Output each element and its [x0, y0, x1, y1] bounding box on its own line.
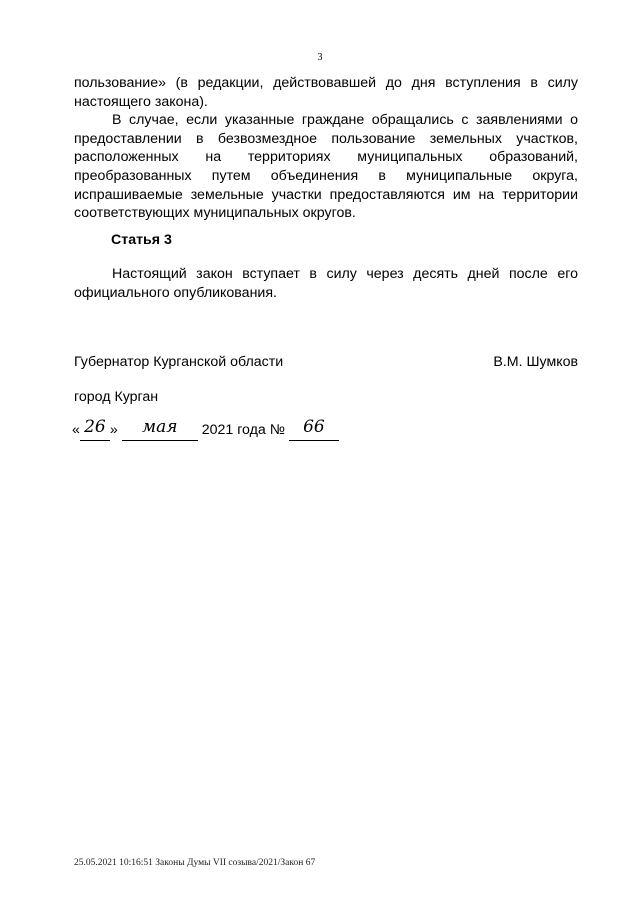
- paragraph-entry-into-force: Настоящий закон вступает в силу через десять дней после его официального опубликования.: [74, 266, 578, 301]
- number-blank: [289, 417, 339, 441]
- article-3-text-block: [74, 265, 578, 302]
- continued-text-block: [74, 74, 578, 223]
- date-line: [72, 417, 339, 441]
- day-blank: [80, 417, 110, 441]
- paragraph-land-plots: В случае, если указанные граждане обращались с заявлениями о предоставлении в безвозмездное пользование земельных участков, расположенных на территориях муниципальных образований, преобразованных путем объединения в муниципальные округа, испрашиваемые земельные участки предоставляются им на территории соответствующих муниципальных округов.: [74, 112, 578, 222]
- month-blank: [122, 417, 198, 441]
- handwritten-number: 66: [303, 417, 325, 437]
- page-number: 3: [317, 52, 323, 63]
- article-heading: Статья 3: [111, 232, 172, 248]
- signatory-name: В.М. Шумков: [493, 354, 578, 370]
- handwritten-day: 26: [84, 417, 106, 437]
- signature-row: [74, 353, 578, 371]
- close-quote: »: [109, 422, 118, 438]
- open-quote: «: [72, 422, 80, 438]
- year-text: 2021 года №: [201, 422, 285, 438]
- paragraph-continuation: пользование» (в редакции, действовавшей до дня вступления в силу настоящего закона).: [74, 75, 578, 110]
- footer-registration-stamp: 25.05.2021 10:16:51 Законы Думы VII созыва/2021/Закон 67: [74, 858, 316, 868]
- city-line: город Курган: [74, 389, 159, 405]
- handwritten-month: мая: [141, 417, 178, 437]
- signatory-position: Губернатор Курганской области: [74, 354, 284, 370]
